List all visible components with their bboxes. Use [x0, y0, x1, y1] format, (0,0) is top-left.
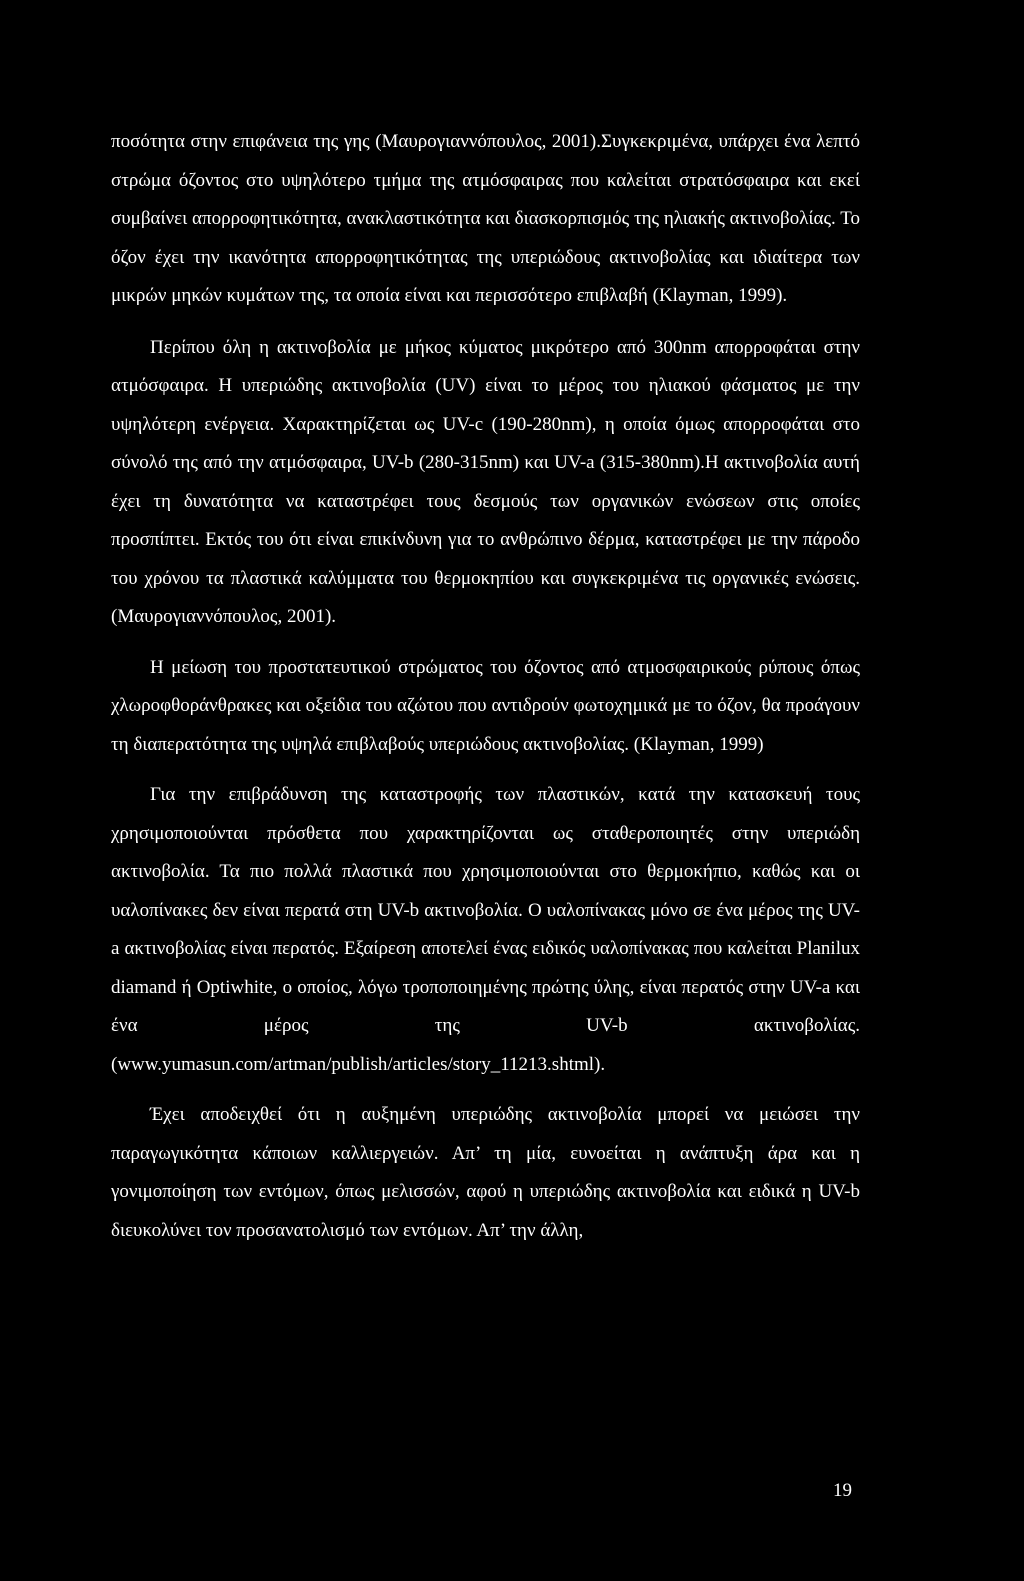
- paragraph-uv-radiation: Περίπου όλη η ακτινοβολία με μήκος κύματος μικρότερο από 300nm απορροφάται στην ατμόσφαιρα. Η υπεριώδης ακτινοβολία (UV) είναι το μέρος του ηλιακού φάσματος με την υψηλότερη ενέργεια. Χαρακτηρίζεται ως UV-c (190-280nm), η οποία όμως απορροφάται στο σύνολό της από την ατμόσφαιρα, UV-b (280-315nm) και UV-a (315-380nm).Η ακτινοβολία αυτή έχει τη δυνατότητα να καταστρέφει τους δεσμούς των οργανικών ενώσεων στις οποίες προσπίπτει. Εκτός του ότι είναι επικίνδυνη για το ανθρώπινο δέρμα, καταστρέφει με την πάροδο του χρόνου τα πλαστικά καλύμματα του θερμοκηπίου και συγκεκριμένα τις οργανικές ενώσεις. (Μαυρογιαννόπουλος, 2001).: [111, 336, 860, 627]
- paragraph-ozone-layer: ποσότητα στην επιφάνεια της γης (Μαυρογιαννόπουλος, 2001).Συγκεκριμένα, υπάρχει ένα λεπτό στρώμα όζοντος στο υψηλότερο τμήμα της ατμόσφαιρας που καλείται στρατόσφαιρα και εκεί συμβαίνει απορροφητικότητα, ανακλαστικότητα και διασκορπισμός της ηλιακής ακτινοβολίας. Το όζον έχει την ικανότητα απορροφητικότητας της υπεριώδους ακτινοβολίας και ιδιαίτερα των μικρών μηκών κυμάτων της, τα οποία είναι και περισσότερο επιβλαβή (Klayman, 1999).: [111, 131, 860, 306]
- paragraph-ozone-depletion: Η μείωση του προστατευτικού στρώματος του όζοντος από ατμοσφαιρικούς ρύπους όπως χλωροφθοράνθρακες και οξείδια του αζώτου που αντιδρούν φωτοχημικά με το όζον, θα προάγουν τη διαπερατότητα της υψηλά επιβλαβούς υπεριώδους ακτινοβολίας. (Klayman, 1999): [111, 656, 860, 755]
- paragraph-crop-productivity: Έχει αποδειχθεί ότι η αυξημένη υπεριώδης ακτινοβολία μπορεί να μειώσει την παραγωγικότητα κάποιων καλλιεργειών. Απ’ τη μία, ευνοείται η ανάπτυξη άρα και η γονιμοποίηση των εντόμων, όπως μελισσών, αφού η υπεριώδης ακτινοβολία και ειδικά η UV-b διευκολύνει τον προσανατολισμό των εντόμων. Απ’ την άλλη,: [111, 1104, 860, 1241]
- page-number: 19: [833, 1480, 852, 1501]
- page-body: [111, 123, 860, 1250]
- paragraph-uv-stabilizers: Για την επιβράδυνση της καταστροφής των πλαστικών, κατά την κατασκευή τους χρησιμοποιούνται πρόσθετα που χαρακτηρίζονται ως σταθεροποιητές στην υπεριώδη ακτινοβολία. Τα πιο πολλά πλαστικά που χρησιμοποιούνται στο θερμοκήπιο, καθώς και οι υαλοπίνακες δεν είναι περατά στη UV-b ακτινοβολία. Ο υαλοπίνακας μόνο σε ένα μέρος της UV-a ακτινοβολίας είναι περατός. Εξαίρεση αποτελεί ένας ειδικός υαλοπίνακας που καλείται Planilux diamand ή Optiwhite, ο οποίος, λόγω τροποποιημένης πρώτης ύλης, είναι περατός στην UV-a και ένα μέρος της UV-b ακτινοβολίας. (www.yumasun.com/artman/publish/articles/story_11213.shtml).: [111, 784, 860, 1075]
